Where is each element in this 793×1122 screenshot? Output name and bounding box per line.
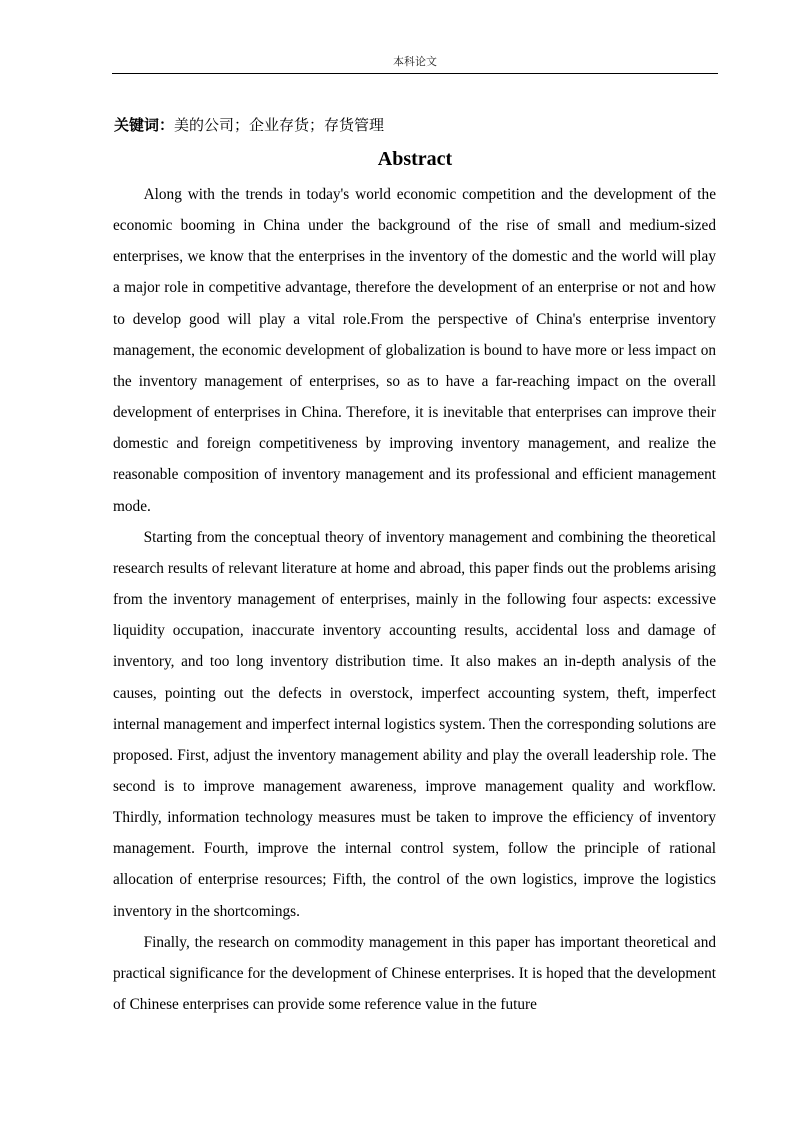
keywords-label: 关键词： bbox=[114, 118, 175, 134]
abstract-paragraph-3: Finally, the research on commodity management in this paper has important theoretical and practical significance for the development of Chinese enterprises. It is hoped that the development of Chinese enterprises can provide some reference value in the future bbox=[113, 933, 716, 1014]
keywords-line bbox=[114, 116, 384, 136]
abstract-body bbox=[113, 179, 716, 1020]
abstract-paragraph-1: Along with the trends in today's world economic competition and the development of the economic booming in China under the background of the rise of small and medium-sized enterprises, we know that the enterprises in the inventory of the domestic and the world will play a major role in competitive advantage, therefore the development of an enterprise or not and how to develop good will play a vital role.From the perspective of China's enterprise inventory management, the economic development of globalization is bound to have more or less impact on the inventory management of enterprises, so as to have a far-reaching impact on the overall development of enterprises in China. Therefore, it is inevitable that enterprises can improve their domestic and foreign competitiveness by improving inventory management, and realize the reasonable composition of inventory management and its professional and efficient management mode. bbox=[113, 186, 716, 515]
header-divider bbox=[112, 73, 718, 74]
keywords-text: 美的公司；企业存货；存货管理 bbox=[174, 118, 385, 134]
abstract-title: Abstract bbox=[377, 148, 453, 170]
page-header: 本科论文 bbox=[393, 56, 437, 68]
abstract-paragraph-2: Starting from the conceptual theory of inventory management and combining the theoretical research results of relevant literature at home and abroad, this paper finds out the problems arising from the inventory management of enterprises, mainly in the following four aspects: excessive liquidity occupation, inaccurate inventory accounting results, accidental loss and damage of inventory, and too long inventory distribution time. It also makes an in-depth analysis of the causes, pointing out the defects in overstock, imperfect accounting system, theft, imperfect internal management and imperfect internal logistics system. Then the corresponding solutions are proposed. First, adjust the inventory management ability and play the overall leadership role. The second is to improve management awareness, improve management quality and workflow. Thirdly, information technology measures must be taken to improve the efficiency of inventory management. Fourth, improve the internal control system, follow the principle of rational allocation of enterprise resources; Fifth, the control of the own logistics, improve the logistics inventory in the shortcomings. bbox=[113, 528, 716, 920]
